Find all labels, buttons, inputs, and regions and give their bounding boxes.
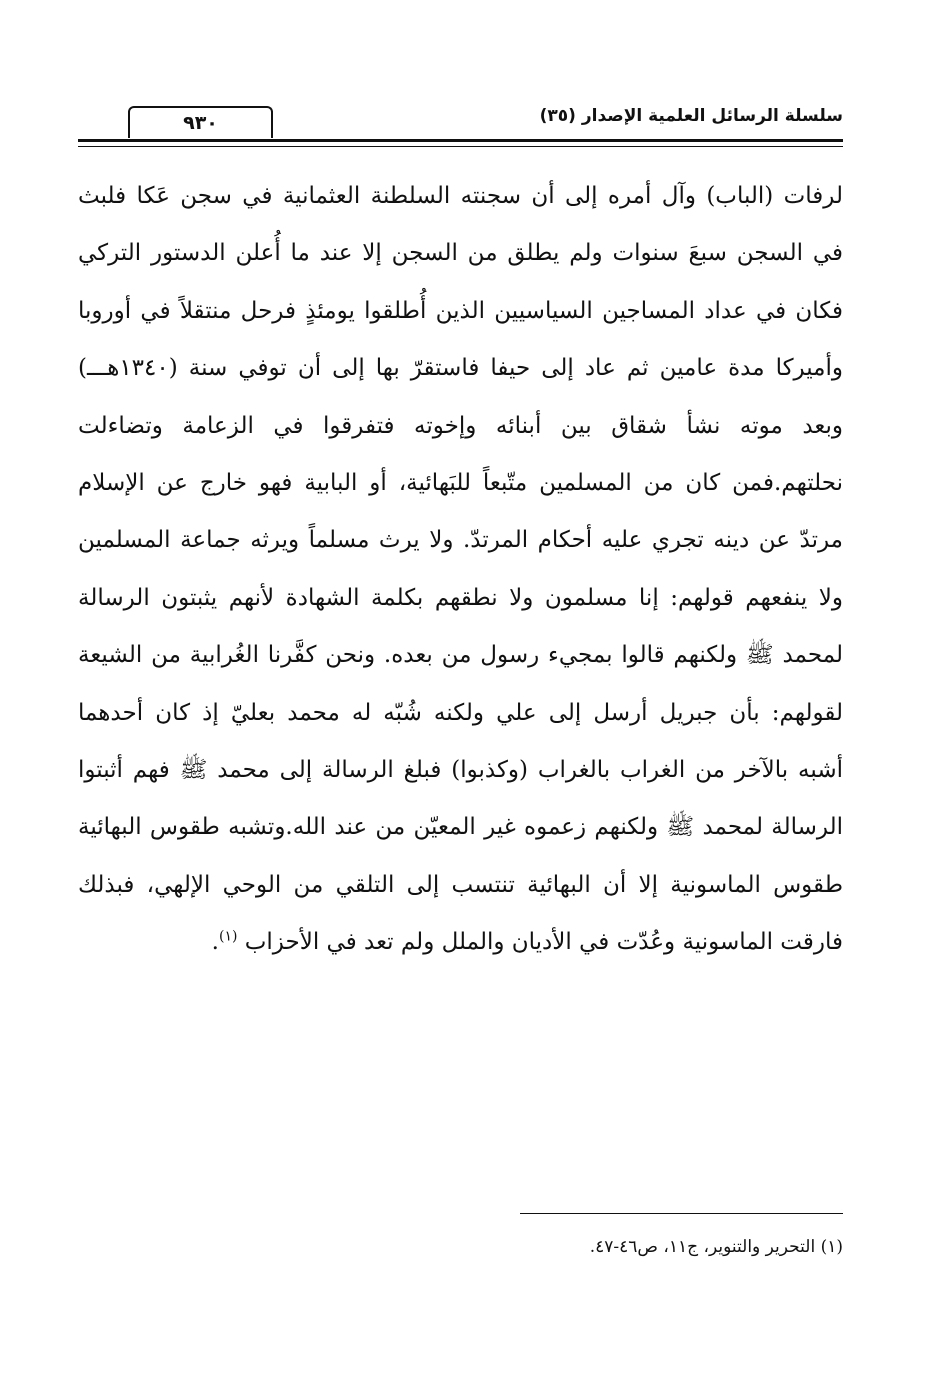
text-line-last	[78, 914, 843, 971]
text-line: الرسالة لمحمد ﷺ ولكنهم زعموه غير المعيّن من عند الله.وتشبه طقوس البهائية	[78, 814, 843, 841]
end-punctuation: .	[211, 929, 219, 956]
text-line: مرتدّ عن دينه تجري عليه أحكام المرتدّ. ولا يرث مسلماً ويرثه جماعة المسلمين	[78, 527, 843, 554]
series-title: سلسلة الرسائل العلمية الإصدار (٣٥)	[539, 106, 843, 126]
footnote: (١) التحرير والتنوير، ج١١، ص٤٦-٤٧.	[589, 1237, 843, 1257]
page-number: ٩٣٠	[128, 106, 273, 138]
text-line: لمحمد ﷺ ولكنهم قالوا بمجيء رسول من بعده. ونحن كفَّرنا الغُرابية من الشيعة	[78, 642, 843, 669]
text-line: وبعد موته نشأ شقاق بين أبنائه وإخوته فتفرقوا في الزعامة وتضاءلت	[78, 412, 843, 439]
footnote-marker[interactable]: (١)	[218, 928, 238, 945]
text-line: طقوس الماسونية إلا أن البهائية تنتسب إلى التلقي من الوحي الإلهي، فبذلك	[78, 871, 843, 898]
header-rule	[78, 139, 843, 142]
text-line: ولا ينفعهم قولهم: إنا مسلمون ولا نطقهم بكلمة الشهادة لأنهم يثبتون الرسالة	[78, 584, 843, 611]
footnote-rule	[520, 1213, 843, 1214]
text-line: لقولهم: بأن جبريل أرسل إلى علي ولكنه شُبّه له محمد بعليّ إذ كان أحدهما	[78, 699, 843, 726]
text-line: في السجن سبعَ سنوات ولم يطلق من السجن إلا عند ما أُعلن الدستور التركي	[78, 240, 843, 267]
header-rule-thin	[78, 146, 843, 147]
text-line: فارقت الماسونية وعُدّت في الأديان والملل ولم تعد في الأحزاب	[244, 929, 843, 956]
running-header	[78, 100, 843, 140]
text-line: أشبه بالآخر من الغراب بالغراب (وكذبوا) فبلغ الرسالة إلى محمد ﷺ فهم أثبتوا	[78, 756, 843, 783]
text-line: فكان في عداد المساجين السياسيين الذين أُطلقوا يومئذٍ فرحل منتقلاً في أوروبا	[78, 297, 843, 324]
text-line: نحلتهم.فمن كان من المسلمين متّبعاً للبَهائية، أو البابية فهو خارج عن الإسلام	[78, 469, 843, 496]
body-text	[78, 168, 843, 971]
text-line: وأميركا مدة عامين ثم عاد إلى حيفا فاستقرّ بها إلى أن توفي سنة (١٣٤٠هـــ)	[78, 355, 843, 382]
text-line: لرفات (الباب) وآل أمره إلى أن سجنته السلطنة العثمانية في سجن عَكا فلبث	[78, 183, 843, 209]
